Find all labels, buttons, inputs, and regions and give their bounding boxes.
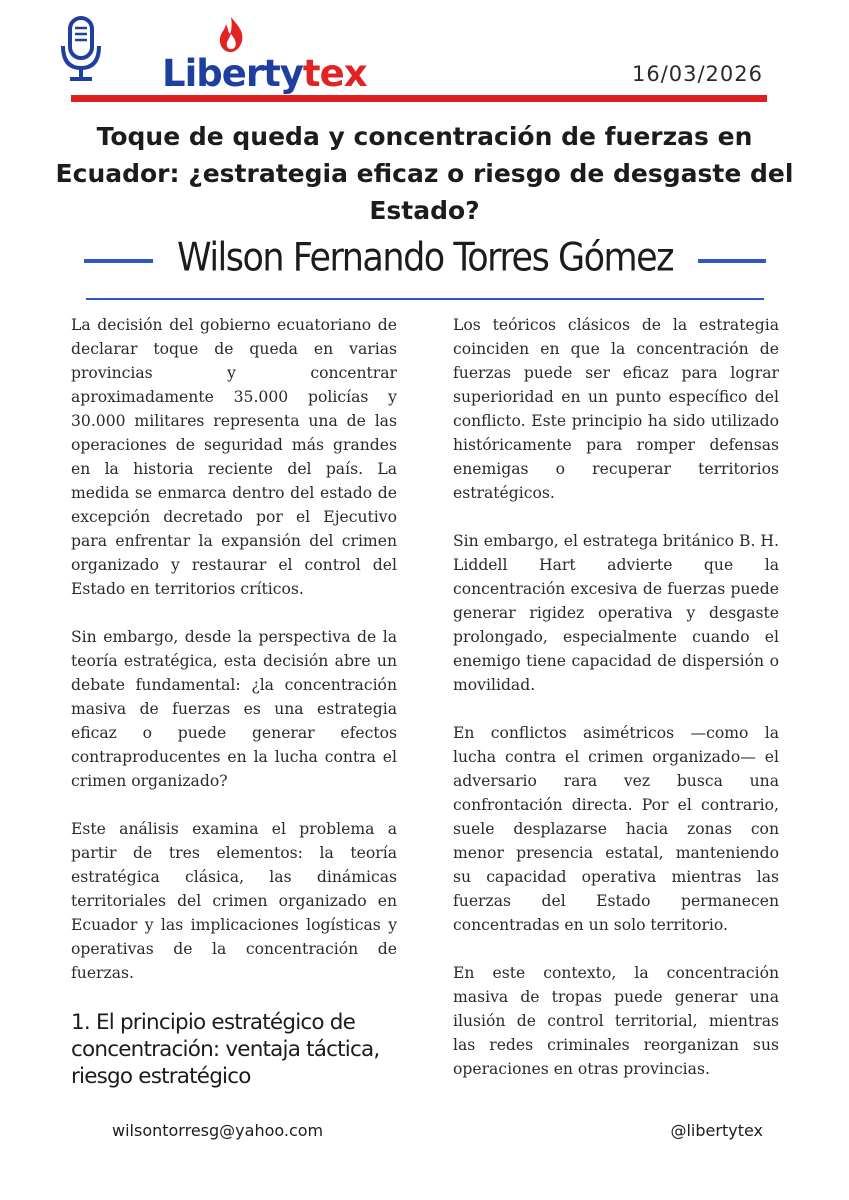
paragraph: Sin embargo, el estratega británico B. H. Liddell Hart advierte que la concentración excesiva de fuerzas puede generar rigidez operativa y desgaste prolongado, especialmente cuando el enemigo tiene capacidad de dispersión o movilidad.	[453, 532, 779, 694]
logo-wordmark-main: Liberty	[162, 52, 303, 95]
header-divider	[71, 95, 767, 102]
libertytex-logo	[58, 14, 367, 95]
paragraph: La decisión del gobierno ecuatoriano de declarar toque de queda en varias provincias y concentrar aproximadamente 35.000 policías y 30.000 militares representa una de las operaciones de seguridad más grandes en la historia reciente del país. La medida se enmarca dentro del estado de excepción decretado por el Ejecutivo para enfrentar la expansión del crimen organizado y restaurar el control del Estado en territorios críticos.	[71, 316, 397, 598]
paragraph: Sin embargo, desde la perspectiva de la teoría estratégica, esta decisión abre un debate fundamental: ¿la concentración masiva de fuerzas es una estrategia eficaz o puede generar efectos contraproducentes en la lucha contra el crimen organizado?	[71, 628, 397, 790]
microphone-icon	[58, 14, 106, 86]
author-decor-line-left	[84, 259, 153, 263]
social-handle: @libertytex	[670, 1121, 763, 1140]
section-heading: 1. El principio estratégico de concentración: ventaja táctica, riesgo estratégico	[71, 1010, 380, 1089]
logo-wordmark	[162, 54, 367, 94]
paragraph: Este análisis examina el problema a partir de tres elementos: la teoría estratégica clásica, las dinámicas territoriales del crimen organizado en Ecuador y las implicaciones logísticas y operativas de la concentración de fuerzas.	[71, 820, 397, 982]
author-divider	[86, 298, 764, 300]
author-email: wilsontorresg@yahoo.com	[112, 1121, 324, 1140]
author-row	[84, 232, 766, 288]
logo-wordmark-accent: tex	[302, 52, 367, 95]
paragraph: Los teóricos clásicos de la estrategia coinciden en que la concentración de fuerzas puede ser eficaz para lograr superioridad en un punto específico del conflicto. Este principio ha sido utilizado históricamente para romper defensas enemigas o recuperar territorios estratégicos.	[453, 316, 779, 502]
left-column	[71, 313, 397, 1090]
paragraph: En este contexto, la concentración masiva de tropas puede generar una ilusión de control territorial, mientras las redes criminales reorganizan sus operaciones en otras provincias.	[453, 964, 779, 1078]
publication-date: 16/03/2026	[631, 62, 763, 86]
paragraph: En conflictos asimétricos —como la lucha contra el crimen organizado— el adversario rara vez busca una confrontación directa. Por el contrario, suele desplazarse hacia zonas con menor presencia estatal, manteniendo su capacidad operativa mientras las fuerzas del Estado permanecen concentradas en un solo territorio.	[453, 724, 779, 934]
author-name: Wilson Fernando Torres Gómez	[176, 235, 673, 281]
right-column	[453, 313, 779, 1105]
flame-icon	[216, 16, 246, 54]
author-decor-line-right	[698, 259, 766, 263]
article-title: Toque de queda y concentración de fuerzas en Ecuador: ¿estrategia eficaz o riesgo de desgaste del Estado?	[55, 122, 794, 225]
